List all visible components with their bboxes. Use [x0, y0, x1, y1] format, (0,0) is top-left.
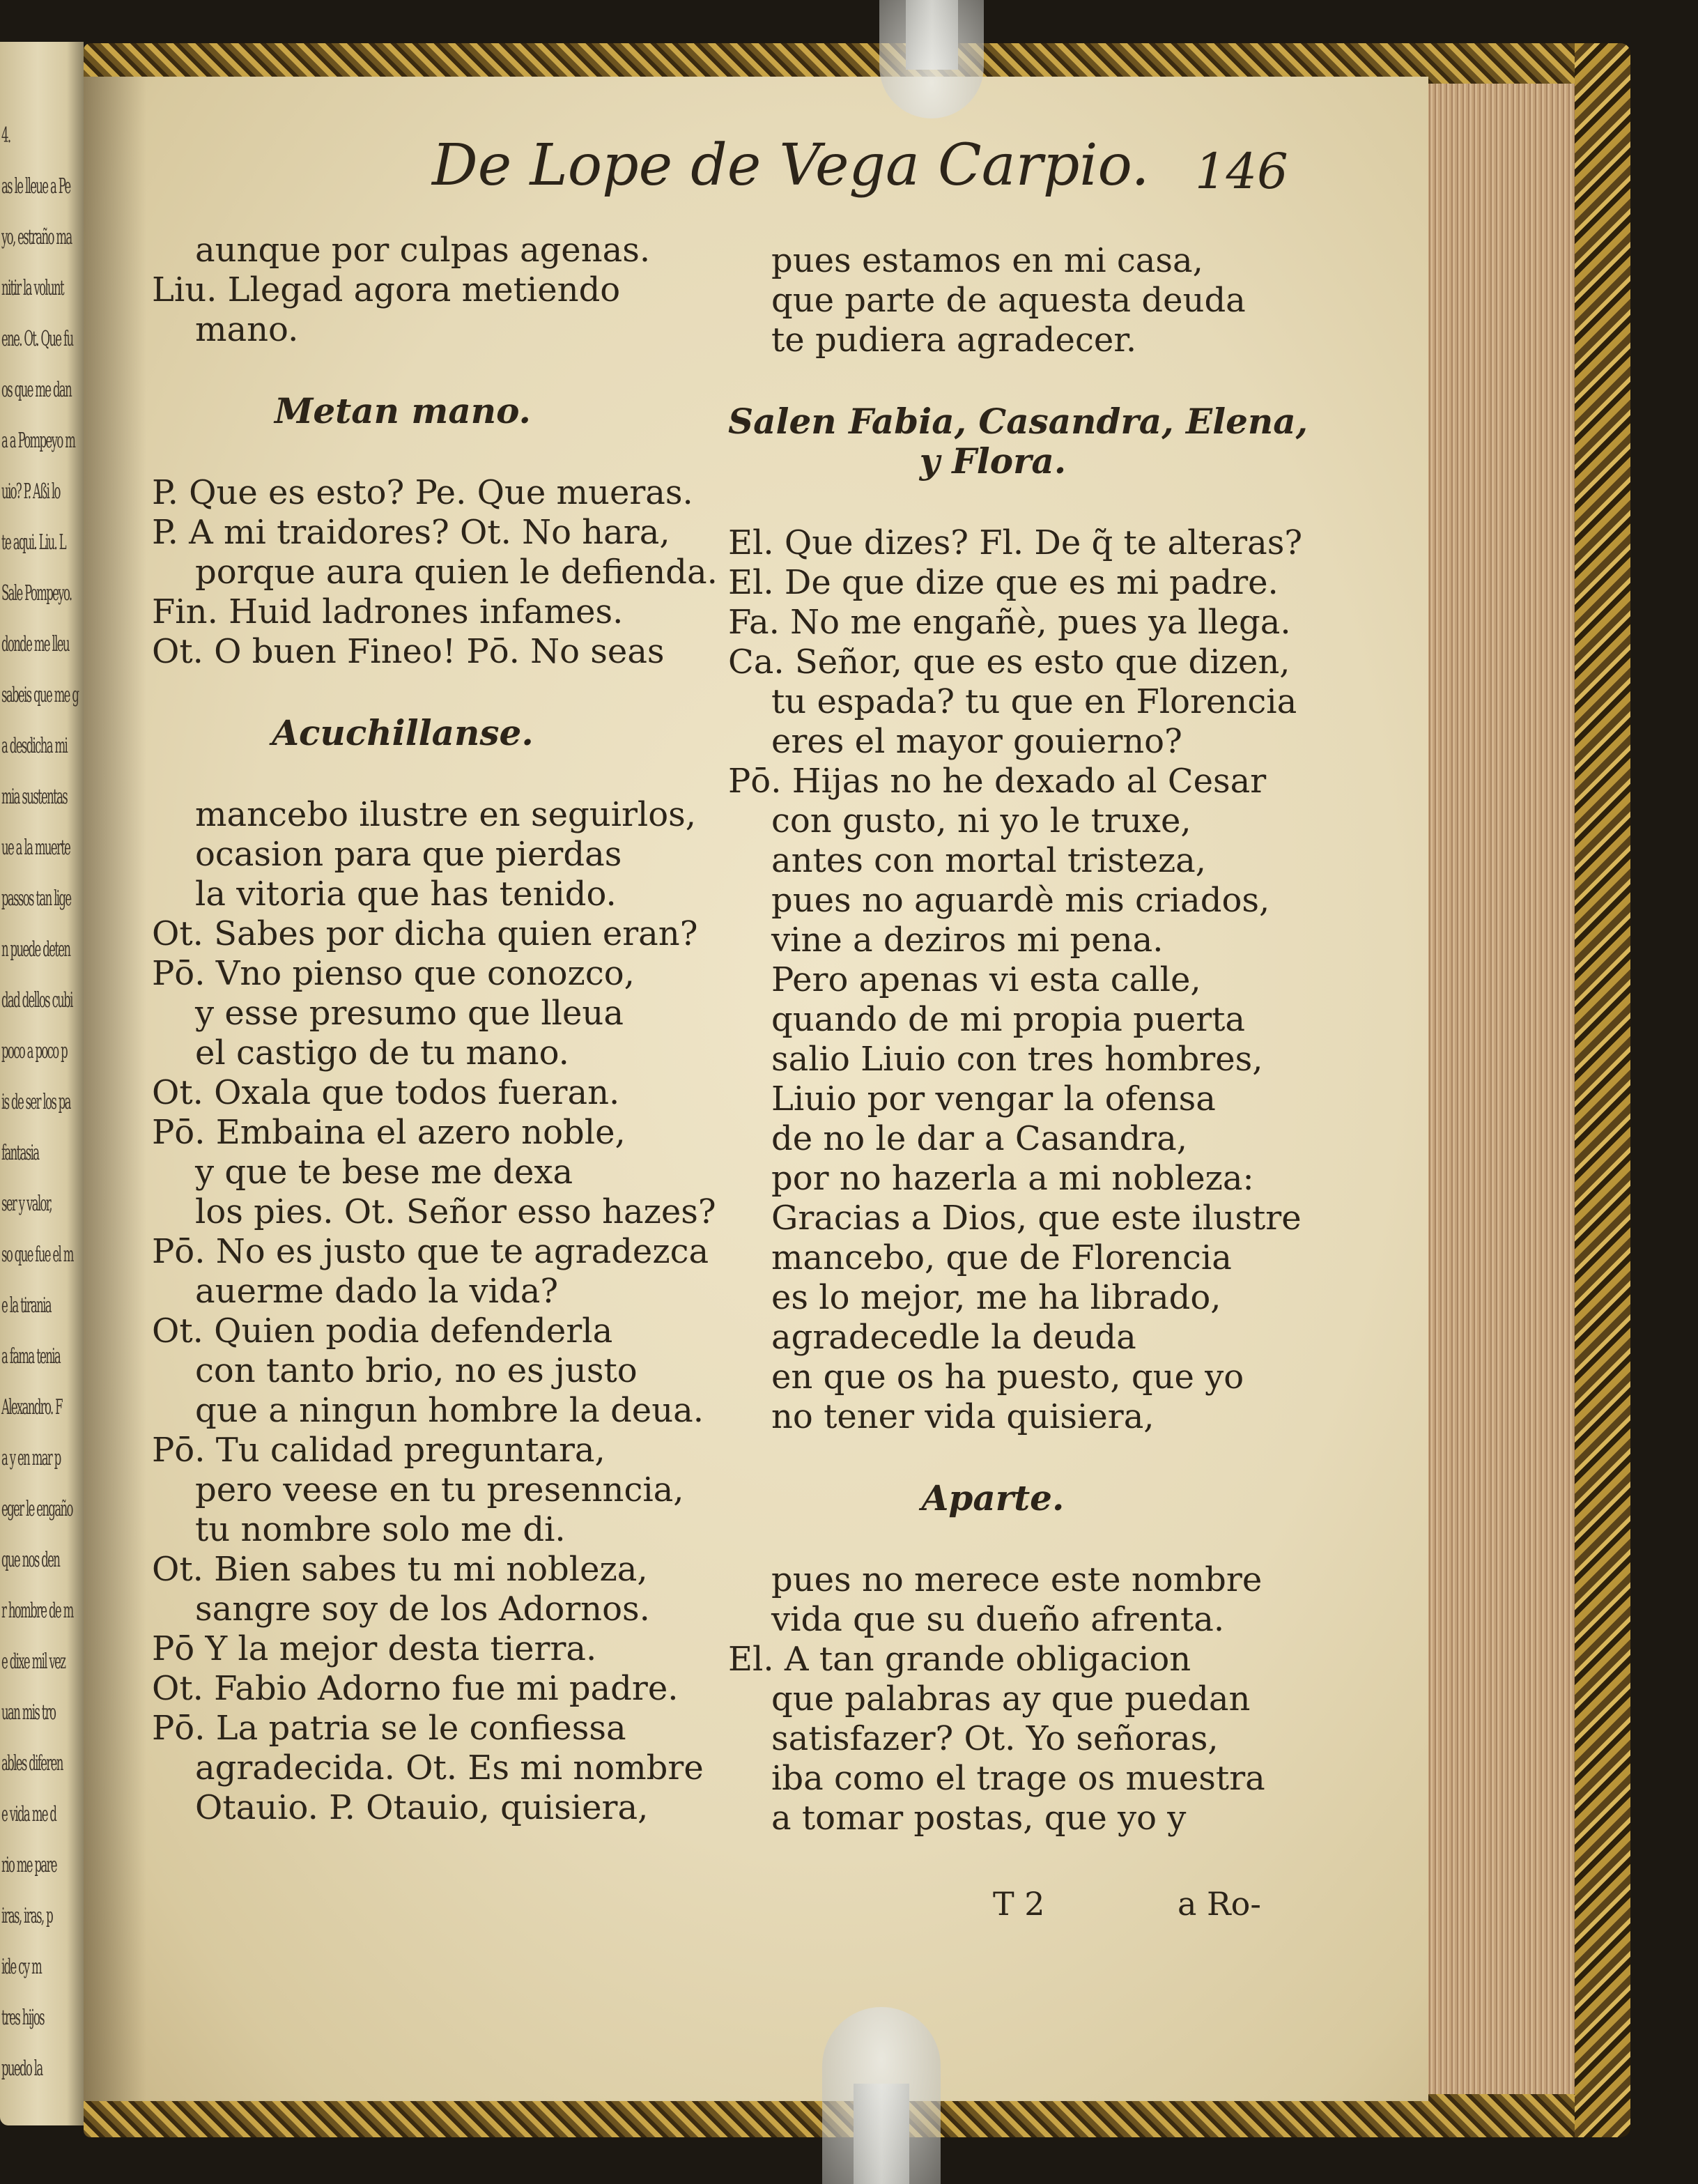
verse-line: mancebo, que de Florencia — [771, 1238, 1232, 1277]
verse-line: agradecedle la deuda — [771, 1318, 1136, 1357]
verse-line: no tener vida quisiera, — [771, 1397, 1155, 1436]
stage-direction: Salen Fabia, Casandra, Elena, — [728, 401, 1309, 442]
verse-line: Ca. Señor, que es esto que dizen, — [728, 643, 1290, 682]
verse-line: Fa. No me engañè, pues ya llega. — [728, 603, 1291, 642]
verse-line: es lo mejor, me ha librado, — [771, 1278, 1221, 1317]
left-page-fragment-line: dad dellos cubi — [1, 988, 72, 1013]
left-page-fragment-line: sabeis que me g — [1, 683, 79, 707]
verse-line: te pudiera agradecer. — [771, 321, 1137, 360]
verse-line: en que os ha puesto, que yo — [771, 1358, 1244, 1397]
verse-line: satisfazer? Ot. Yo señoras, — [771, 1719, 1219, 1758]
left-page-fragment-line: n puede deten — [1, 937, 70, 962]
left-page-fragment-line: ide cy m — [1, 1955, 42, 1979]
verse-line: vine a deziros mi pena. — [771, 921, 1164, 960]
page-fore-edge — [1421, 84, 1575, 2094]
verse-line: aunque por culpas agenas. — [195, 231, 651, 270]
verse-line: P. A mi traidores? Ot. No hara, — [152, 513, 670, 552]
previous-page-fragment — [0, 42, 84, 2125]
verse-line: El. Que dizes? Fl. De q̃ te alteras? — [728, 523, 1303, 562]
verse-line: Pō. Hijas no he dexado al Cesar — [728, 762, 1267, 801]
left-page-fragment-line: a fama tenia — [1, 1344, 61, 1369]
left-page-fragment-line: donde me lleu — [1, 632, 69, 656]
verse-line: con gusto, ni yo le truxe, — [771, 801, 1191, 840]
left-page-fragment-line: ue a la muerte — [1, 836, 70, 860]
page-gutter-shadow — [84, 77, 146, 2101]
verse-line: por no hazerla a mi nobleza: — [771, 1159, 1254, 1198]
left-page-fragment-line: passos tan lige — [1, 886, 71, 911]
verse-line: pero veese en tu presenncia, — [195, 1470, 684, 1509]
left-page-fragment-line: 4. — [1, 123, 10, 148]
verse-line: antes con mortal tristeza, — [771, 841, 1207, 880]
verse-line: iba como el trage os muestra — [771, 1759, 1265, 1798]
left-page-fragment-line: eger le engaño — [1, 1497, 72, 1521]
verse-line: que a ningun hombre la deua. — [195, 1391, 704, 1430]
verse-line: Liuio por vengar la ofensa — [771, 1079, 1216, 1118]
verse-line: tu espada? tu que en Florencia — [771, 682, 1297, 721]
verse-line: con tanto brio, no es justo — [195, 1351, 638, 1390]
left-page-fragment-line: rio me pare — [1, 1853, 56, 1877]
stage-direction: Acuchillanse. — [272, 712, 534, 753]
verse-line: Fin. Huid ladrones infames. — [152, 592, 624, 631]
verse-line: Otauio. P. Otauio, quisiera, — [195, 1788, 649, 1827]
verse-line: pues no aguardè mis criados, — [771, 881, 1270, 920]
left-page-fragment-line: que nos den — [1, 1548, 60, 1572]
verse-line: mancebo ilustre en seguirlos, — [195, 795, 697, 834]
left-page-fragment-line: tres hijos — [1, 2006, 44, 2030]
left-page-fragment-line: Sale Pompeyo. — [1, 581, 72, 606]
left-page-fragment-line: e dixe mil vez — [1, 1649, 65, 1674]
left-page-fragment-line: uio? P. Aßi lo — [1, 479, 60, 504]
left-page-fragment-line: ene. Ot. Que fu — [1, 327, 73, 351]
left-page-fragment-line: fantasia — [1, 1141, 39, 1165]
stage-direction: Metan mano. — [275, 390, 531, 431]
left-page-fragment-line: te aqui. Liu. L — [1, 530, 65, 555]
left-page-fragment-line: iras, iras, p — [1, 1904, 53, 1928]
verse-line: P. Que es esto? Pe. Que mueras. — [152, 473, 693, 512]
verse-line: a tomar postas, que yo y — [771, 1799, 1187, 1838]
verse-line: Ot. Sabes por dicha quien eran? — [152, 914, 698, 953]
verse-line: la vitoria que has tenido. — [195, 875, 617, 914]
verse-line: Liu. Llegad agora metiendo — [152, 270, 621, 309]
verse-line: Pō. Embaina el azero noble, — [152, 1113, 626, 1152]
verse-line: El. A tan grande obligacion — [728, 1640, 1191, 1679]
verse-line: Pō. La patria se le confiessa — [152, 1709, 626, 1748]
verse-line: tu nombre solo me di. — [195, 1510, 566, 1549]
verse-line: que parte de aquesta deuda — [771, 281, 1246, 320]
left-page-fragment-line: puedo la — [1, 2056, 43, 2081]
left-page-fragment-line: mia sustentas — [1, 785, 68, 809]
verse-line: Pō. Tu calidad preguntara, — [152, 1431, 605, 1470]
verse-line: auerme dado la vida? — [195, 1272, 559, 1311]
verse-line: Ot. Oxala que todos fueran. — [152, 1073, 620, 1112]
verse-line: porque aura quien le defienda. — [195, 553, 718, 592]
verse-line: Gracias a Dios, que este ilustre — [771, 1199, 1302, 1238]
left-page-fragment-line: Alexandro. F — [1, 1395, 62, 1420]
verse-line: que palabras ay que puedan — [771, 1679, 1251, 1718]
verse-line: pues no merece este nombre — [771, 1560, 1263, 1599]
left-page-fragment-line: is de ser los pa — [1, 1090, 70, 1114]
verse-line: Ot. O buen Fineo! Pō. No seas — [152, 632, 665, 671]
left-page-fragment-line: os que me dan — [1, 378, 72, 402]
signature-mark: T 2 — [993, 1885, 1045, 1923]
left-page-fragment-line: yo, estraño ma — [1, 225, 72, 249]
stage-direction: y Flora. — [919, 440, 1067, 482]
left-page-fragment-line: so que fue el m — [1, 1243, 73, 1267]
left-page-fragment-line: e vida me d — [1, 1802, 56, 1827]
verse-line: Pō. Vno pienso que conozco, — [152, 954, 635, 993]
verse-line: Ot. Fabio Adorno fue mi padre. — [152, 1669, 679, 1708]
verse-line: sangre soy de los Adornos. — [195, 1590, 650, 1629]
verse-line: mano. — [195, 310, 299, 349]
left-page-fragment-line: as le lleue a Pe — [1, 174, 70, 199]
left-page-fragment-line: e la tirania — [1, 1293, 51, 1318]
verse-line: pues estamos en mi casa, — [771, 241, 1203, 280]
verse-line: Pō Y la mejor desta tierra. — [152, 1629, 597, 1668]
binding-edge — [1575, 43, 1630, 2137]
verse-line: El. De que dize que es mi padre. — [728, 563, 1279, 602]
verse-line: y que te bese me dexa — [195, 1153, 573, 1192]
left-page-fragment-line: r hombre de m — [1, 1599, 73, 1623]
book-clip-bottom — [822, 2007, 941, 2184]
verse-line: de no le dar a Casandra, — [771, 1119, 1187, 1158]
left-page-fragment-line: poco a poco p — [1, 1039, 68, 1063]
verse-line: eres el mayor gouierno? — [771, 722, 1182, 761]
folio-number: 146 — [1195, 143, 1288, 200]
left-page-fragment-line: a desdicha mi — [1, 734, 68, 758]
left-page-fragment-line: ables diferen — [1, 1751, 63, 1776]
verse-line: Ot. Quien podia defenderla — [152, 1312, 613, 1351]
verse-line: ocasion para que pierdas — [195, 835, 622, 874]
left-page-fragment-line: a y en mar p — [1, 1446, 61, 1470]
verse-line: el castigo de tu mano. — [195, 1033, 569, 1072]
verse-line: quando de mi propia puerta — [771, 1000, 1245, 1039]
catchword: a Ro- — [1178, 1885, 1261, 1923]
left-page-fragment-line: nitir la volunt — [1, 276, 63, 300]
stage-direction: Aparte. — [921, 1477, 1065, 1518]
verse-line: Pero apenas vi esta calle, — [771, 960, 1201, 999]
left-page-fragment-line: ser y valor, — [1, 1192, 52, 1216]
book-clip-top — [879, 0, 984, 118]
verse-line: Pō. No es justo que te agradezca — [152, 1232, 709, 1271]
left-page-fragment-line: a a Pompeyo m — [1, 429, 75, 453]
verse-line: y esse presumo que lleua — [195, 994, 624, 1033]
verse-line: los pies. Ot. Señor esso hazes? — [195, 1192, 716, 1231]
verse-line: agradecida. Ot. Es mi nombre — [195, 1748, 704, 1787]
verse-line: salio Liuio con tres hombres, — [771, 1040, 1263, 1079]
running-title: De Lope de Vega Carpio. — [432, 132, 1150, 199]
verse-line: vida que su dueño afrenta. — [771, 1600, 1225, 1639]
verse-line: Ot. Bien sabes tu mi nobleza, — [152, 1550, 648, 1589]
left-page-fragment-line: uan mis tro — [1, 1700, 56, 1725]
